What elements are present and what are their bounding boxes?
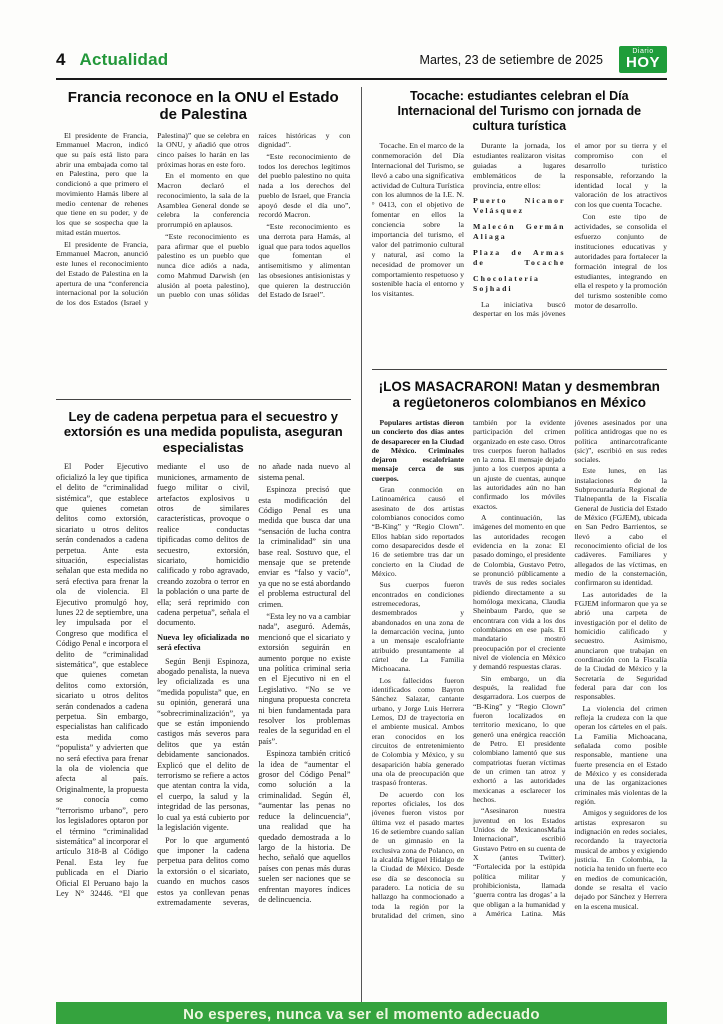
article-ley-body: El Poder Ejecutivo oficializó la ley que tipifica el delito de “criminalidad sistémica”, que establece que quienes cometan delitos como extorsión, sicariato u otros delitos serán condenados a cadena perpetua. Ante esta situación, especialistas señalan que esta medida no será efectiva para frenar la ola de violencia. El Ejecutivo promulgó hoy, lunes 22 de septiembre, una ley impulsada por el Congreso que modifica el Código Penal e incorpora el delito de “criminalidad sistemática”, que establece que quienes cometan delitos como extorsión, sicariato u otros delitos serán condenados a cadena perpetua. Sin embargo, especialistas han calificado esta medida como “populista” y advierten que no será efectiva para frenar la ola de violencia que afecta al país. Originalmente, la propuesta se conocía como “terrorismo urbano”, pero los legisladores optaron por el término “criminalidad sistemática” al incorporar el artículo 318-B al Código Penal. Esta ley fue publicada en el Diario Oficial El Peruano bajo la Ley N° 32446. “El que mediante el uso de municiones, armamento de fuego militar o civil, artefactos explosivos u otros de similares características, provoque o realice conductas tipificadas como delitos de secuestro, extorsión, sicariato, homicidio calificado y robo agravado, creando zozobra o terror en la población o una parte de ella; será reprimido con cadena perpetua”, señala el documento. Nueva ley oficializada no será efectiva Según Benji Espinoza, abogado penalista, la nueva ley oficializada es una “medida populista” que, en su opinión, generará una “sobrecriminalización”, ya que se están imponiendo castigos más severos para delitos que ya están debidamente sancionados. Explicó que el delito de terrorismo se refiere a actos que atentan contra la vida, el cuerpo, la salud y la integridad de las personas, lo cual ya está cubierto por la legislación vigente. Por lo que argumentó que imponer la cadena perpetua para delitos como la extorsión o el sicariato, cuando en muchos casos estos ya conllevan penas extremadamente severas, no añade nada nuevo al sistema penal. Espinoza precisó que esta modificación del Código Penal es una medida que busca dar una “sensación de lucha contra la criminalidad” sin una base real. Sostuvo que, el mensaje que se pretende enviar es “falso y vacío”, ya que no se está abordando el problema estructural del crimen. “Esta ley no va a cambiar nada”, aseguró. Además, mencionó que el sicariato y extorsión seguirán en aumento porque no existe una política criminal seria en el Ejecutivo ni en el Legislativo. “No se ve ninguna propuesta concreta ni bien fundamentada para resolver los problemas reales de la seguridad en el país”. Espinoza también criticó la idea de “aumentar el grosor del Código Penal” como solución a la criminalidad. Según él, “aumentar las penas no reduce la delincuencia”, una realidad que ha quedado demostrada a lo largo de la historia. De hecho, señaló que aquellos países con penas más duras suelen ser naciones que se enfrentan mayores índices de delincuencia. (56, 462, 351, 907)
article-masacre-body: Populares artistas dieron un concierto dos días antes de desaparecer en la Ciudad de México. Criminales dejaron escalofriante mensaje cerca de sus cuerpos. Gran conmoción en Latinoamérica causó el asesinato de dos artistas colombianos conocidos como “B-King” y “Regio Clown”. Ellos habían sido reportados como desaparecidos desde el 16 de setiembre tras dar un concierto en la Ciudad de México. Sus cuerpos fueron encontrados en condiciones estremecedoras, desmembrados y abandonados en una zona de la demarcación vecina, junto a un mensaje escalofriante atribuido presuntamente al cártel de La Familia Michoacana. Los fallecidos fueron identificados como Bayron Sánchez Salazar, cantante urbano, y Jorge Luis Herrera Lemos, DJ de trayectoria en el ambiente musical. Ambos eran conocidos en los circuitos de entretenimiento de Colombia y México, y su desaparición había generado una ola de preocupación que traspasó fronteras. De acuerdo con los reportes oficiales, los dos jóvenes fueron vistos por última vez el pasado martes 16 de setiembre cuando salían de un gimnasio en la exclusiva zona de Polanco, en la alcaldía Miguel Hidalgo de la Ciudad de México. Desde ese día se desconocía su paradero. La noticia de su hallazgo ha conmocionado a toda la región por la brutalidad del crimen, sino también por la evidente participación del crimen organizado en este caso. Otros tres cuerpos fueron hallados en la zona. El mensaje dejado junto a los cuerpos apunta a un ajuste de cuentas, aunque las autoridades aún no han confirmado los móviles exactos. A continuación, las imágenes del momento en que las autoridades recogen evidencia en la zona: El pasado domingo, el presidente de Colombia, Gustavo Petro, se pronunció públicamente a través de sus redes sociales pidiendo directamente a su homóloga mexicana, Claudia Sheinbaum Pardo, que se encontrara con vida a los dos colombianos en ese país. El mandatario mostró preocupación por el creciente nivel de violencia en México y demandó respuestas claras. Sin embargo, un día después, la realidad fue desgarradora. Los cuerpos de “B-King” y “Regio Clown” fueron localizados en territorio mexicano, lo que generó una enérgica reacción de Petro. El presidente colombiano lamentó que sus compatriotas fueran víctimas de un crimen tan atroz y exhortó a las autoridades mexicanas a esclarecer los hechos. “Asesinaron nuestra juventud en los Estados Unidos de MexicanosMafia Internacional”, escribió Gustavo Petro en su cuenta de X (antes Twitter). “Fortalecida por la estúpida política militar y prohibicionista, llamada ‘guerra contra las drogas’ a la que obligan a la humanidad y a América Latina. Más jóvenes asesinados por una política antidrogas que no es política antinarcotraficante (sic)”, escribió en sus redes sociales. Este lunes, en las instalaciones de la Subprocuraduría Regional de Tlalnepantla de la Fiscalía General de Justicia del Estado de México (FGJEM), ubicada en San Pedro Barrientos, se llevó a cabo el reconocimiento oficial de los cadáveres. Familiares y allegados de las víctimas, en medio de la consternación, confirmaron su identidad. Las autoridades de la FGJEM informaron que ya se abrió una carpeta de investigación por el delito de homicidio calificado y secuestro. Asimismo, anunciaron que trabajan en coordinación con la Fiscalía de la Ciudad de México y la Secretaría de Seguridad federal para dar con los responsables. La violencia del crimen refleja la crudeza con la que operan los cárteles en el país. La Familia Michoacana, señalada como posible responsable, mantiene una fuerte presencia en el Estado de México y es considerada una de las organizaciones criminales más violentas de la región. Amigos y seguidores de los artistas expresaron su indignación en redes sociales, recordando la trayectoria musical de ambos y exigiendo justicia. En Colombia, la noticia ha tenido un fuerte eco en medios de comunicación, donde se resalta el vacío dejado por Sánchez y Herrera en la escena musical. (371, 417, 667, 920)
footer-banner (56, 1002, 667, 1024)
article-tocache (372, 89, 668, 359)
logo-main-text: HOY (625, 54, 660, 71)
section-title: Actualidad (79, 49, 169, 69)
article-francia-headline: Francia reconoce en la ONU el Estado de Palestina (67, 89, 339, 124)
logo-top-text: Diario (632, 48, 654, 55)
footer-banner-text: No esperes, nunca va ser el momento adecuado (183, 1005, 540, 1023)
article-tocache-headline: Tocache: estudiantes celebran el Día Internacional del Turismo con jornada de cultura turística (397, 89, 642, 133)
article-tocache-body: Tocache. En el marco de la conmemoración del Día Internacional del Turismo, se llevó a cabo una significativa actividad de Cultura Turística con los alumnos de la I.E. N.° 0413, con el objetivo de fomentar en ellos la conciencia sobre la importancia del turismo, el valor del patrimonio cultural y natural, así como la necesidad de promover un comportamiento respetuoso y sostenible hacia el entorno y los visitantes. Durante la jornada, los estudiantes realizaron visitas guiadas a lugares emblemáticos de la provincia, entre ellos: Puerto Nicanor Velásquez Malecón Germán Aliaga Plaza de Armas de Tocache Chocolatería Sojhadi La iniciativa buscó despertar en los más jóvenes el amor por su tierra y el compromiso con el desarrollo turístico responsable, reforzando la identidad local y la valoración de los atractivos con los que cuenta Tocache. Con este tipo de actividades, se consolida el esfuerzo conjunto de instituciones educativas y autoridades para fortalecer la formación integral de los estudiantes, integrando en ella el respeto y la promoción del turismo sostenible como motor de desarrollo. (371, 141, 667, 319)
article-ley (56, 399, 351, 997)
article-masacre-headline: ¡LOS MASACRARON! Matan y desmembran a regüetoneros colombianos en México (378, 379, 660, 410)
page-header (56, 46, 667, 80)
article-ley-headline: Ley de cadena perpetua para el secuestro y extorsión es una medida populista, aseguran especialistas (63, 408, 343, 455)
page-date: Martes, 23 de setiembre de 2025 (419, 52, 603, 67)
header-left (56, 50, 168, 70)
article-masacre (372, 369, 668, 1002)
page-number: 4 (56, 49, 66, 69)
diario-hoy-logo (619, 46, 667, 73)
left-column (56, 87, 362, 1002)
header-right (420, 46, 667, 73)
article-francia-body: El presidente de Francia, Emmanuel Macron, indicó que su país está listo para abrir una embajada como tal en Palestina, pero que la condicionó a que primero el movimiento Hamás libere al medio centenar de rehenes que tiene en su poder, y de los que se sospecha que la mitad están muertos. El presidente de Francia, Emmanuel Macron, anunció este lunes el reconocimiento del Estado de Palestina en la apertura de una “conferencia internacional por la solución de los dos Estados (Israel y Palestina)” que se celebra en la ONU, y añadió que otros cinco países lo harán en las próximas horas en este foro. En el momento en que Macron declaró el reconocimiento, la sala de la Asamblea General donde se celebra la conferencia prorrumpió en aplausos. “Este reconocimiento es para afirmar que el pueblo palestino es un pueblo que nunca dice adiós a nada, como Mahmud Darwish (en alusión al poeta palestino), un pueblo con unas sólidas raíces históricas y con dignidad”. “Este reconocimiento de todos los derechos legítimos del pueblo palestino no quita nada a los derechos del pueblo de Israel, que Francia apoyó desde el día uno”, recordó Macron. “Este reconocimiento es una derrota para Hamás, al igual que para todos aquellos que fomentan el antisemitismo y alimentan las obsesiones antisionistas y que quieren la destrucción del Estado de Israel”. (56, 130, 351, 307)
article-francia (56, 89, 351, 389)
right-column (362, 87, 668, 1002)
page-content (56, 87, 667, 1002)
